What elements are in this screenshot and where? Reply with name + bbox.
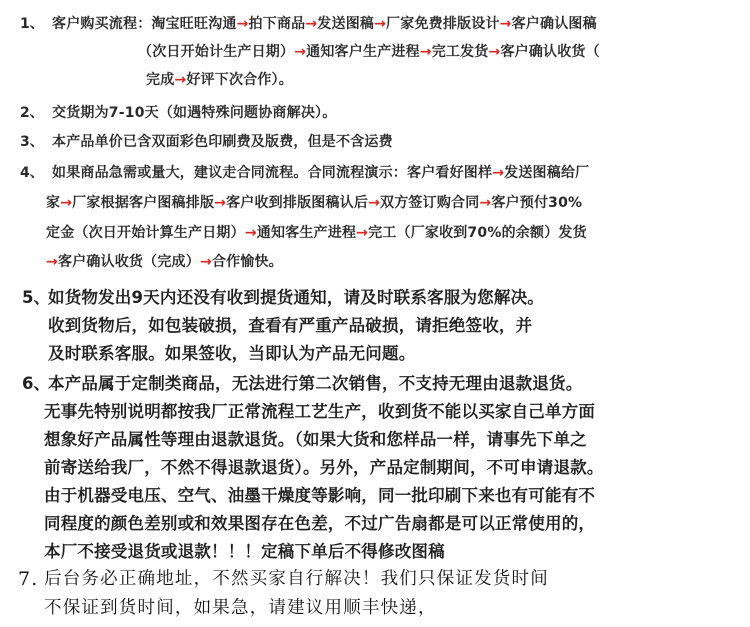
text-segment: 通知客户生产进程 — [306, 44, 420, 60]
text-segment: 拍下商品 — [248, 16, 306, 32]
text-segment: 客户确认收货（ — [500, 44, 600, 60]
arrow-right-icon: → — [368, 195, 381, 211]
item-number: 7. — [18, 568, 39, 590]
item-number: 5、 — [22, 288, 50, 307]
arrow-right-icon: → — [244, 225, 257, 241]
text-segment: 无事先特别说明都按我厂正常流程工艺生产，收到货不能以买家自己单方面 — [44, 402, 596, 421]
item-line — [146, 73, 293, 87]
text-segment: 客户收到排版图稿认后 — [226, 195, 369, 211]
text-segment: 同程度的颜色差别或和效果图存在色差，不过广告扇都是可以正常使用的， — [44, 514, 596, 533]
text-segment: 定金（次日开始计算生产日期） — [46, 225, 245, 241]
text-segment: 通知客生产进程 — [256, 225, 357, 241]
arrow-right-icon: → — [236, 16, 249, 32]
arrow-right-icon: → — [479, 195, 492, 211]
arrow-right-icon: → — [46, 254, 58, 270]
arrow-right-icon: → — [492, 165, 505, 181]
arrow-right-icon: → — [60, 195, 73, 211]
text-segment: 厂家根据客户图稿排版 — [72, 195, 215, 211]
item-line — [44, 544, 445, 561]
item-number: 1、 — [20, 16, 44, 32]
item-line — [48, 290, 544, 307]
text-segment: 及时联系客服。如果签收，当即认为产品无问题。 — [48, 344, 416, 363]
text-segment: 如货物发出9天内还没有收到提货通知，请及时联系客服为您解决。 — [48, 288, 544, 307]
text-segment: 厂家免费排版设计 — [386, 16, 500, 32]
item-line — [52, 106, 336, 120]
text-segment: 如果商品急需或量大，建议走合同流程。合同流程演示：客户看好图样 — [52, 165, 493, 181]
item-line — [44, 571, 549, 589]
text-segment: 完成 — [146, 72, 175, 88]
text-segment: 本产品单价已含双面彩色印刷费及版费，但是不含运费 — [52, 134, 393, 150]
item-line — [44, 460, 604, 477]
arrow-right-icon: → — [174, 72, 187, 88]
text-segment: 合作愉快。 — [211, 254, 283, 270]
item-line — [52, 135, 393, 149]
item-number: 2、 — [20, 105, 44, 121]
text-segment: 发送图稿给厂 — [504, 165, 590, 181]
text-segment: 发送图稿 — [317, 16, 375, 32]
item-number: 6、 — [22, 374, 50, 393]
item-line — [48, 318, 532, 335]
arrow-right-icon: → — [374, 16, 387, 32]
item-line — [52, 17, 597, 31]
text-segment: 客户确认收货（完成） — [57, 254, 200, 270]
item-line — [46, 226, 587, 240]
arrow-right-icon: → — [214, 195, 227, 211]
item-line — [138, 45, 600, 59]
text-segment: 完工发货 — [431, 44, 489, 60]
text-segment: 客户确认图稿 — [511, 16, 597, 32]
text-segment: 前寄送给我厂，不然不得退款退货）。另外，产品定制期间，不可申请退款。 — [44, 458, 604, 477]
item-number: 4、 — [20, 165, 44, 181]
text-segment: 家 — [46, 195, 61, 211]
text-segment: 本厂不接受退货或退款！！！定稿下单后不得修改图稿 — [44, 542, 445, 561]
text-segment: 客户购买流程：淘宝旺旺沟通 — [52, 16, 237, 32]
arrow-right-icon: → — [305, 16, 318, 32]
item-line — [48, 376, 582, 393]
text-segment: 由于机器受电压、空气、油墨干燥度等影响，同一批印刷下来也有可能有不 — [44, 486, 596, 505]
item-line — [44, 432, 587, 449]
arrow-right-icon: → — [356, 225, 369, 241]
arrow-right-icon: → — [499, 16, 512, 32]
text-segment: 完工（厂家收到70%的余额）发货 — [368, 225, 587, 241]
text-segment: 好评下次合作）。 — [186, 72, 293, 88]
item-line — [46, 196, 582, 210]
text-segment: 交货期为7-10天（如遇特殊问题协商解决）。 — [52, 105, 337, 121]
text-segment: 本产品属于定制类商品，无法进行第二次销售，不支持无理由退款退货。 — [48, 374, 583, 393]
item-line — [48, 346, 415, 363]
text-segment: 双方签订购合同 — [380, 195, 480, 211]
item-line — [44, 488, 595, 505]
item-line — [44, 600, 437, 618]
arrow-right-icon: → — [294, 44, 307, 60]
item-line — [52, 166, 589, 180]
arrow-right-icon: → — [199, 254, 212, 270]
text-segment: （次日开始计生产日期） — [138, 44, 295, 60]
text-segment: 客户预付30% — [491, 195, 583, 211]
arrow-right-icon: → — [488, 44, 501, 60]
arrow-right-icon: → — [419, 44, 432, 60]
item-line — [44, 404, 595, 421]
text-segment: 不保证到货时间，如果急，请建议用顺丰快递， — [44, 598, 437, 618]
text-segment: 想象好产品属性等理由退款退货。（如果大货和您样品一样，请事先下单之 — [44, 430, 587, 449]
text-segment: 收到货物后，如包装破损，查看有严重产品破损，请拒绝签收，并 — [48, 316, 533, 335]
item-line — [44, 516, 595, 533]
item-number: 3、 — [20, 134, 44, 150]
item-line — [46, 255, 283, 269]
text-segment: 后台务必正确地址，不然买家自行解决！我们只保证发货时间 — [44, 569, 549, 589]
